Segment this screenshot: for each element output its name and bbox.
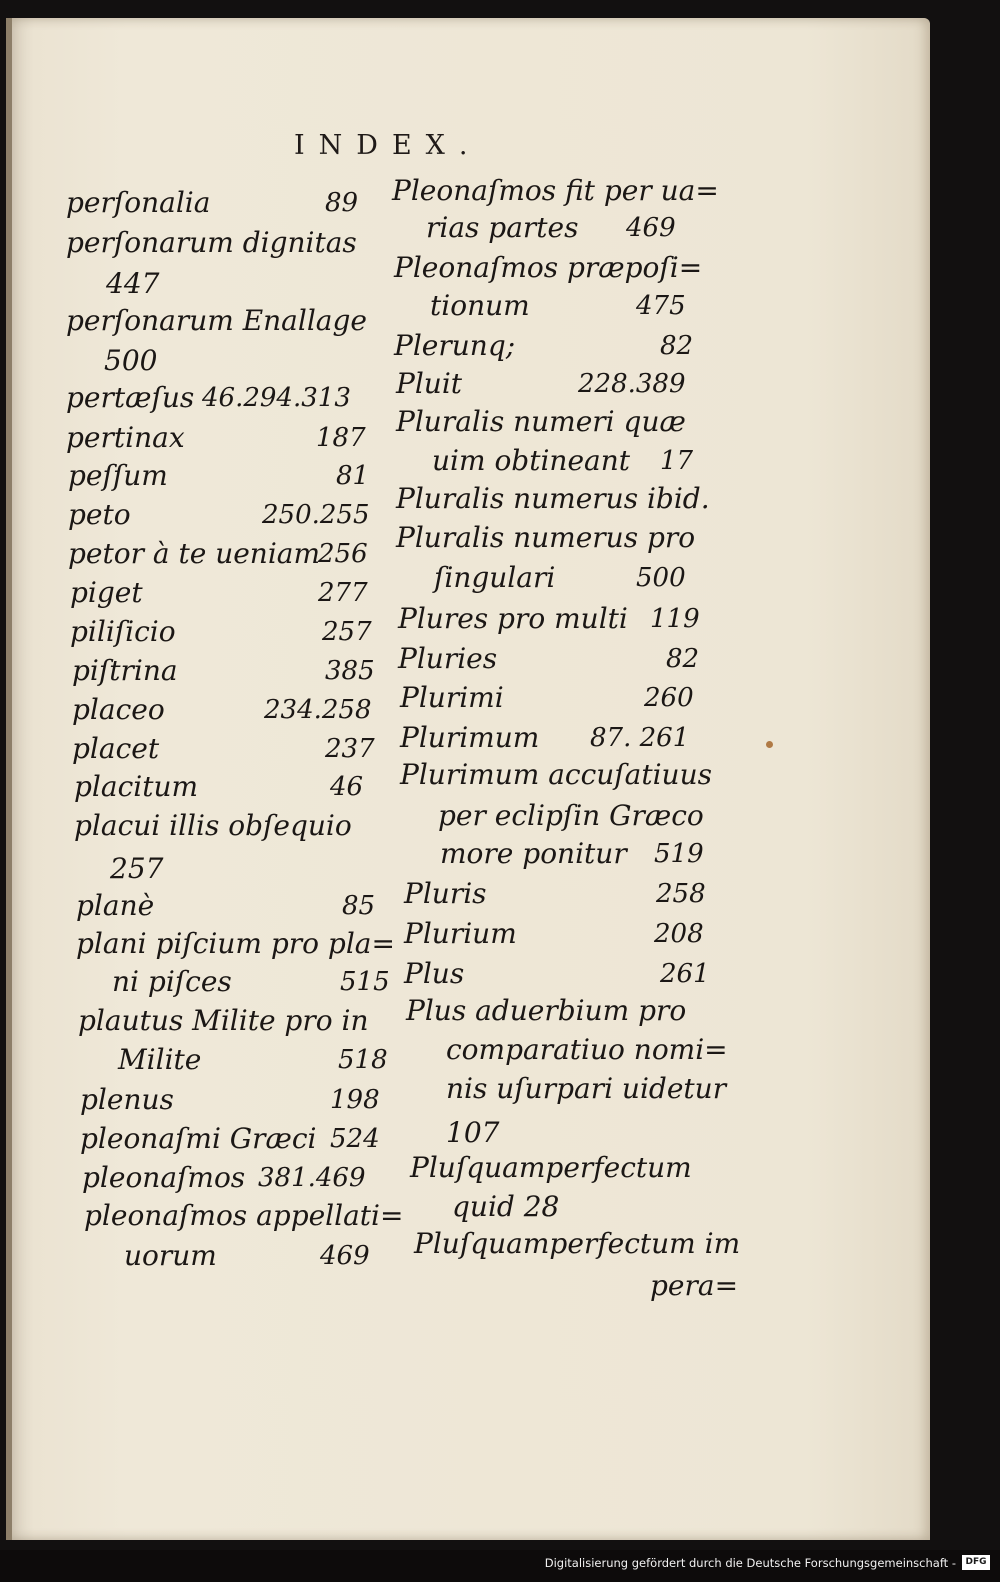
- index-page: 250.255: [262, 500, 370, 530]
- index-term: plani piſcium pro pla=: [76, 927, 395, 960]
- index-term: Pluſquamperfectum: [410, 1151, 692, 1184]
- index-page: 87. 261: [590, 723, 690, 753]
- index-page: 518: [338, 1045, 388, 1075]
- index-term: placet: [72, 732, 160, 765]
- index-term: pleonaſmos appellati=: [84, 1199, 404, 1232]
- index-term: plenus: [80, 1083, 174, 1116]
- funding-credit: Digitalisierung gefördert durch die Deutsche Forschungsgemeinschaft -: [544, 1556, 956, 1570]
- index-term: 447: [106, 267, 160, 300]
- index-page: 208: [654, 919, 704, 949]
- index-page: 256: [318, 539, 368, 569]
- index-term: Pluralis numerus pro: [396, 521, 696, 554]
- index-page: 17: [660, 446, 694, 476]
- index-term: Pluralis numerus ibid.: [396, 482, 710, 515]
- index-page: 469: [626, 213, 676, 243]
- index-term: placitum: [74, 770, 199, 803]
- index-term: ni piſces: [112, 965, 232, 998]
- index-term: pertæſus: [66, 381, 195, 414]
- index-term: rias partes: [426, 211, 579, 244]
- index-term: per eclipſin Græco: [438, 799, 704, 832]
- index-page: 187: [316, 423, 366, 453]
- index-term: 257: [110, 852, 164, 885]
- index-term: Pluries: [398, 642, 498, 675]
- index-page: 198: [330, 1085, 380, 1115]
- index-page: 260: [644, 683, 694, 713]
- index-term: Pluit: [396, 367, 463, 400]
- index-page: 234.258: [264, 695, 372, 725]
- index-term: Milite: [118, 1043, 202, 1076]
- index-page: 46: [330, 772, 364, 802]
- index-term: Plures pro multi: [398, 602, 628, 635]
- index-term: Plerunq;: [394, 329, 516, 362]
- index-term: perſonarum Enallage: [66, 304, 367, 337]
- index-page: 515: [340, 967, 390, 997]
- index-term: Plus: [404, 957, 465, 990]
- index-term: placui illis obſequio: [74, 809, 352, 842]
- index-term: Pluris: [404, 877, 487, 910]
- index-page: 261: [660, 959, 710, 989]
- index-page: 228.389: [578, 369, 686, 399]
- index-page: 82: [660, 331, 694, 361]
- index-term: perſonarum dignitas: [66, 226, 357, 259]
- index-page: 469: [320, 1241, 370, 1271]
- index-term: pleonaſmi Græci: [80, 1122, 317, 1155]
- index-page: 381.469: [258, 1163, 366, 1193]
- page-edge: [6, 18, 12, 1540]
- index-term: 107: [446, 1116, 500, 1149]
- index-term: tionum: [430, 289, 530, 322]
- index-term: petor à te ueniam: [68, 537, 321, 570]
- index-page: 237: [325, 734, 375, 764]
- dfg-logo: DFG: [962, 1555, 990, 1570]
- index-term: planè: [76, 889, 155, 922]
- index-page: 81: [336, 461, 370, 491]
- index-term: more ponitur: [440, 837, 627, 870]
- index-term: Pleonaſmos fit per ua=: [392, 174, 719, 207]
- index-page: 85: [342, 891, 376, 921]
- index-term: 500: [104, 344, 158, 377]
- index-page: 277: [318, 578, 368, 608]
- index-term: nis uſurpari uidetur: [446, 1072, 727, 1105]
- index-term: peto: [68, 498, 131, 531]
- index-term: piliſicio: [70, 615, 176, 648]
- index-page: 257: [322, 617, 372, 647]
- index-page: 385: [325, 656, 375, 686]
- index-term: Plurimi: [400, 681, 504, 714]
- index-term: placeo: [72, 693, 165, 726]
- index-term: peſſum: [68, 459, 168, 492]
- index-term: uim obtineant: [432, 444, 631, 477]
- index-term: perſonalia: [66, 186, 211, 219]
- index-term: Plurimum: [400, 721, 540, 754]
- index-term: piſtrina: [72, 654, 178, 687]
- index-page: 46.294.313: [202, 383, 351, 413]
- index-page: 82: [666, 644, 700, 674]
- index-term: pleonaſmos: [82, 1161, 246, 1194]
- index-page: 119: [650, 604, 700, 634]
- index-page: 524: [330, 1124, 380, 1154]
- index-page: 258: [656, 879, 706, 909]
- index-term: Plurium: [404, 917, 517, 950]
- index-term: uorum: [124, 1239, 217, 1272]
- catchword: pera=: [650, 1269, 739, 1302]
- index-term: ſingulari: [434, 561, 556, 594]
- paper-spot: [766, 741, 773, 748]
- index-term: comparatiuo nomi=: [446, 1033, 728, 1066]
- index-page: 89: [325, 188, 359, 218]
- index-term: piget: [70, 576, 143, 609]
- index-term: Pluralis numeri quæ: [396, 405, 686, 438]
- index-term: pertinax: [66, 421, 185, 454]
- index-page: 500: [636, 563, 686, 593]
- index-term: Plurimum accuſatiuus: [400, 758, 712, 791]
- index-term: quid 28: [452, 1190, 560, 1223]
- index-term: Pluſquamperfectum im: [414, 1227, 741, 1260]
- index-page: 519: [654, 839, 704, 869]
- index-term: Plus aduerbium pro: [406, 994, 687, 1027]
- page-header: INDEX.: [294, 130, 482, 161]
- index-page: 475: [636, 291, 686, 321]
- index-term: plautus Milite pro in: [78, 1004, 369, 1037]
- index-term: Pleonaſmos præpoſi=: [394, 251, 703, 284]
